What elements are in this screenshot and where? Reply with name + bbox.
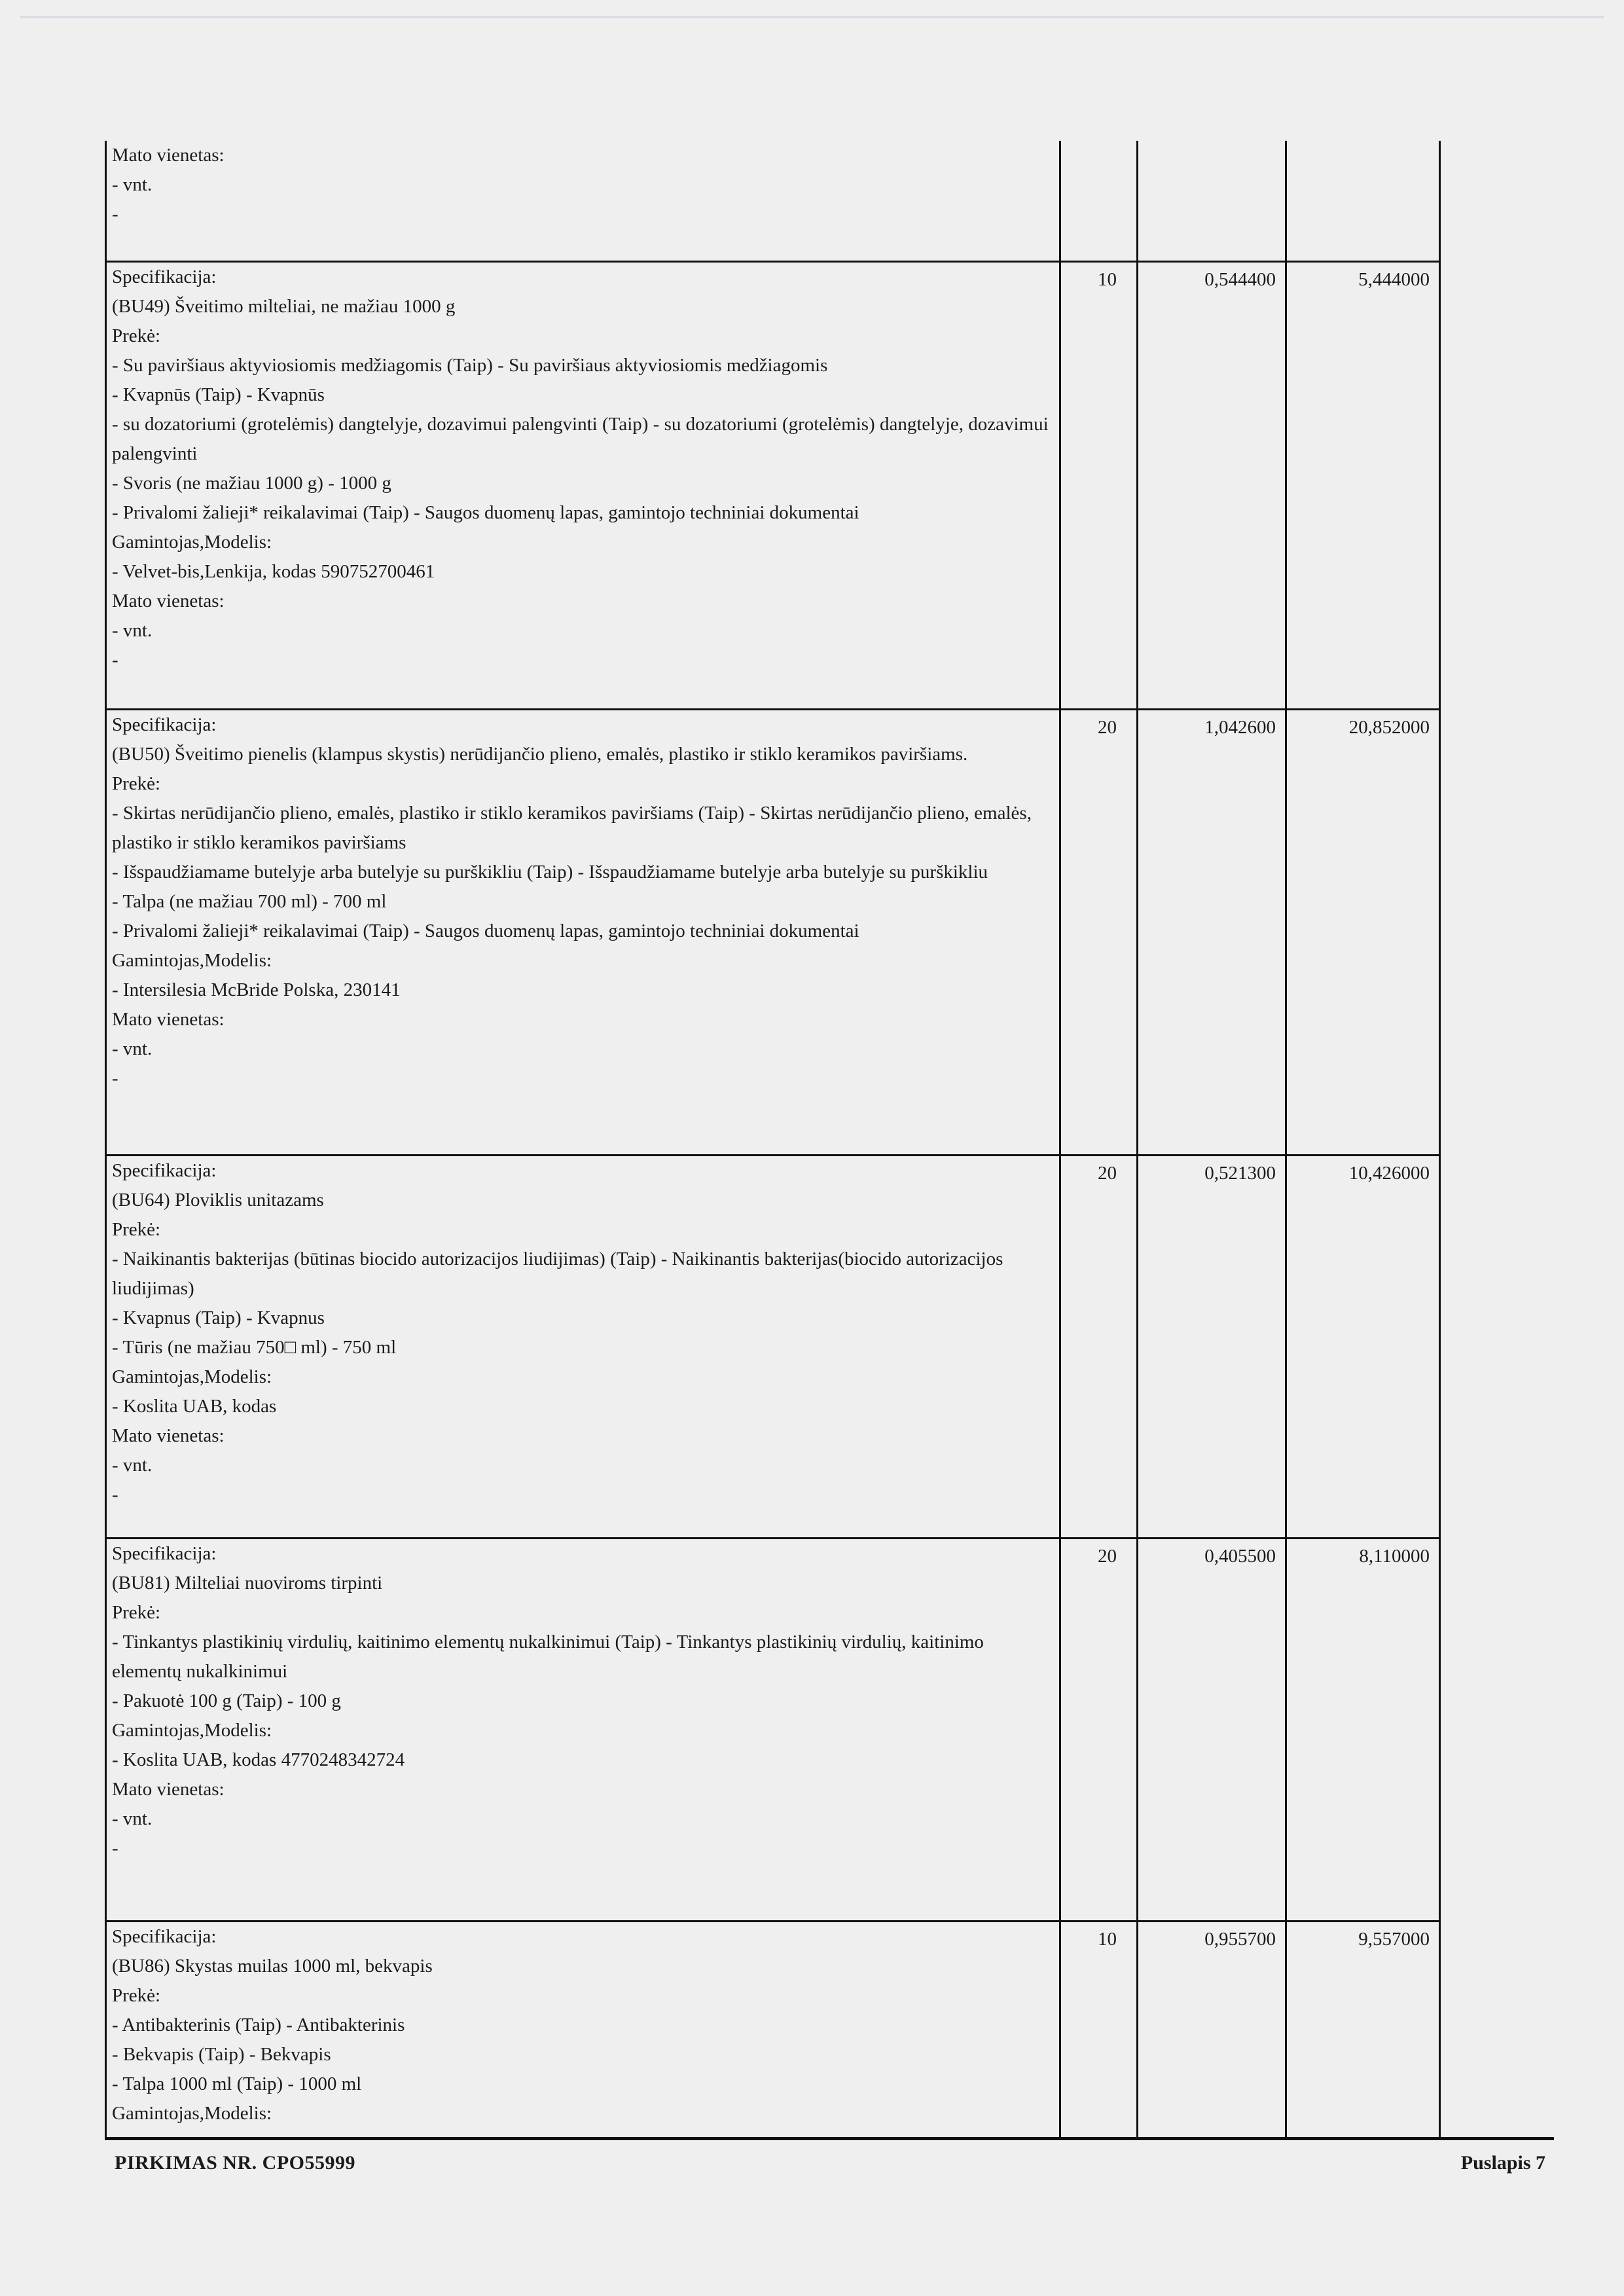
table-row <box>106 1921 1440 2137</box>
description-line: - Svoris (ne mažiau 1000 g) - 1000 g <box>112 472 391 494</box>
purchase-number: PIRKIMAS NR. CPO55999 <box>115 2152 355 2174</box>
description-line: - Privalomi žalieji* reikalavimai (Taip) - Saugos duomenų lapas, gamintojo techniniai dokumentai <box>112 920 859 941</box>
description-line: (BU86) Skystas muilas 1000 ml, bekvapis <box>112 1955 433 1977</box>
description-line: - <box>112 204 118 225</box>
description-line: - <box>112 1837 118 1859</box>
description-line: Specifikacija: <box>112 1542 217 1564</box>
description-line: - <box>112 1484 118 1505</box>
page-number: Puslapis 7 <box>1460 2152 1545 2174</box>
description-line: Gamintojas,Modelis: <box>112 1719 272 1741</box>
description-line: - Talpa (ne mažiau 700 ml) - 700 ml <box>112 890 387 912</box>
quantity-cell <box>1060 141 1138 261</box>
description-line: Prekė: <box>112 773 161 794</box>
description-line: - Intersilesia McBride Polska, 230141 <box>112 979 401 1000</box>
description-line: (BU81) Milteliai nuoviroms tirpinti <box>112 1572 383 1594</box>
description-line: Gamintojas,Modelis: <box>112 2102 272 2124</box>
description-line: Specifikacija: <box>112 266 217 287</box>
total-cell: 9,557000 <box>1286 1921 1440 2137</box>
description-line: - vnt. <box>112 1808 153 1829</box>
table-row <box>106 709 1440 1155</box>
description-line: - <box>112 649 118 670</box>
description-line: Mato vienetas: <box>112 1425 225 1446</box>
description-line: - Naikinantis bakterijas (būtinas biocido autorizacijos liudijimas) (Taip) - Naikinantis bakterijas(biocido autorizacijos liudijimas) <box>112 1248 1008 1299</box>
description-line: (BU50) Šveitimo pienelis (klampus skystis) nerūdijančio plieno, emalės, plastiko ir stiklo keramikos paviršiams. <box>112 743 968 765</box>
description-line: Prekė: <box>112 325 161 346</box>
item-description <box>106 1921 1060 2137</box>
description-line: - Talpa 1000 ml (Taip) - 1000 ml <box>112 2073 362 2094</box>
quantity-cell: 20 <box>1060 709 1138 1155</box>
total-cell: 5,444000 <box>1286 261 1440 709</box>
quantity-cell: 10 <box>1060 1921 1138 2137</box>
description-line: - su dozatoriumi (grotelėmis) dangtelyje, dozavimui palengvinti (Taip) - su dozatoriumi (grotelėmis) dangtelyje, dozavimui palengvinti <box>112 413 1053 464</box>
total-cell: 10,426000 <box>1286 1155 1440 1538</box>
description-line: - Antibakterinis (Taip) - Antibakterinis <box>112 2014 405 2035</box>
description-line: - Koslita UAB, kodas 4770248342724 <box>112 1749 405 1770</box>
description-line: Specifikacija: <box>112 1925 217 1947</box>
unit-price-cell: 0,544400 <box>1138 261 1286 709</box>
unit-price-cell: 0,955700 <box>1138 1921 1286 2137</box>
description-line: - Pakuotė 100 g (Taip) - 100 g <box>112 1690 341 1711</box>
item-description <box>106 141 1060 261</box>
table-row <box>106 1538 1440 1921</box>
description-line: Mato vienetas: <box>112 145 225 166</box>
description-line: - Koslita UAB, kodas <box>112 1395 277 1417</box>
description-line: - Velvet-bis,Lenkija, kodas 590752700461 <box>112 560 435 582</box>
description-line: (BU64) Ploviklis unitazams <box>112 1189 324 1211</box>
footer-rule <box>105 2137 1554 2140</box>
description-line: - Privalomi žalieji* reikalavimai (Taip) - Saugos duomenų lapas, gamintojo techniniai dokumentai <box>112 501 859 523</box>
total-cell: 8,110000 <box>1286 1538 1440 1921</box>
description-line: Gamintojas,Modelis: <box>112 531 272 553</box>
description-line: - Kvapnūs (Taip) - Kvapnūs <box>112 384 325 405</box>
description-line: - <box>112 1067 118 1089</box>
description-line: Prekė: <box>112 1601 161 1623</box>
total-cell <box>1286 141 1440 261</box>
description-line: - Su paviršiaus aktyviosiomis medžiagomis (Taip) - Su paviršiaus aktyviosiomis medžiagomis <box>112 354 828 376</box>
description-line: Specifikacija: <box>112 714 217 735</box>
description-line: - vnt. <box>112 1454 153 1476</box>
description-line: - vnt. <box>112 619 153 641</box>
quantity-cell: 20 <box>1060 1155 1138 1538</box>
total-cell: 20,852000 <box>1286 709 1440 1155</box>
unit-price-cell: 0,405500 <box>1138 1538 1286 1921</box>
item-description <box>106 1538 1060 1921</box>
description-line: Mato vienetas: <box>112 1008 225 1030</box>
unit-price-cell: 0,521300 <box>1138 1155 1286 1538</box>
description-line: - Skirtas nerūdijančio plieno, emalės, plastiko ir stiklo keramikos paviršiams (Taip) - Skirtas nerūdijančio plieno, emalės, plastiko ir stiklo keramikos paviršiams <box>112 802 1037 853</box>
description-line: Gamintojas,Modelis: <box>112 949 272 971</box>
specification-table <box>105 141 1441 2137</box>
description-line: (BU49) Šveitimo milteliai, ne mažiau 1000 g <box>112 295 456 317</box>
table-row <box>106 141 1440 261</box>
description-line: - vnt. <box>112 1038 153 1059</box>
description-line: - Tūris (ne mažiau 750□ ml) - 750 ml <box>112 1336 397 1358</box>
description-line: Prekė: <box>112 1984 161 2006</box>
description-line: Mato vienetas: <box>112 590 225 611</box>
item-description <box>106 709 1060 1155</box>
item-description <box>106 261 1060 709</box>
description-line: Mato vienetas: <box>112 1778 225 1800</box>
description-line: Gamintojas,Modelis: <box>112 1366 272 1387</box>
table-row <box>106 1155 1440 1538</box>
description-line: - Bekvapis (Taip) - Bekvapis <box>112 2043 331 2065</box>
description-line: - vnt. <box>112 174 153 195</box>
quantity-cell: 10 <box>1060 261 1138 709</box>
description-line: - Tinkantys plastikinių virdulių, kaitinimo elementų nukalkinimui (Taip) - Tinkantys plastikinių virdulių, kaitinimo elementų nukalkinimui <box>112 1631 989 1682</box>
description-line: - Kvapnus (Taip) - Kvapnus <box>112 1307 325 1328</box>
item-description <box>106 1155 1060 1538</box>
description-line: Prekė: <box>112 1218 161 1240</box>
quantity-cell: 20 <box>1060 1538 1138 1921</box>
description-line: - Išspaudžiamame butelyje arba butelyje su purškikliu (Taip) - Išspaudžiamame butelyje arba butelyje su purškikliu <box>112 861 988 883</box>
scan-top-edge <box>20 16 1604 18</box>
unit-price-cell <box>1138 141 1286 261</box>
unit-price-cell: 1,042600 <box>1138 709 1286 1155</box>
table-row <box>106 261 1440 709</box>
description-line: Specifikacija: <box>112 1159 217 1181</box>
